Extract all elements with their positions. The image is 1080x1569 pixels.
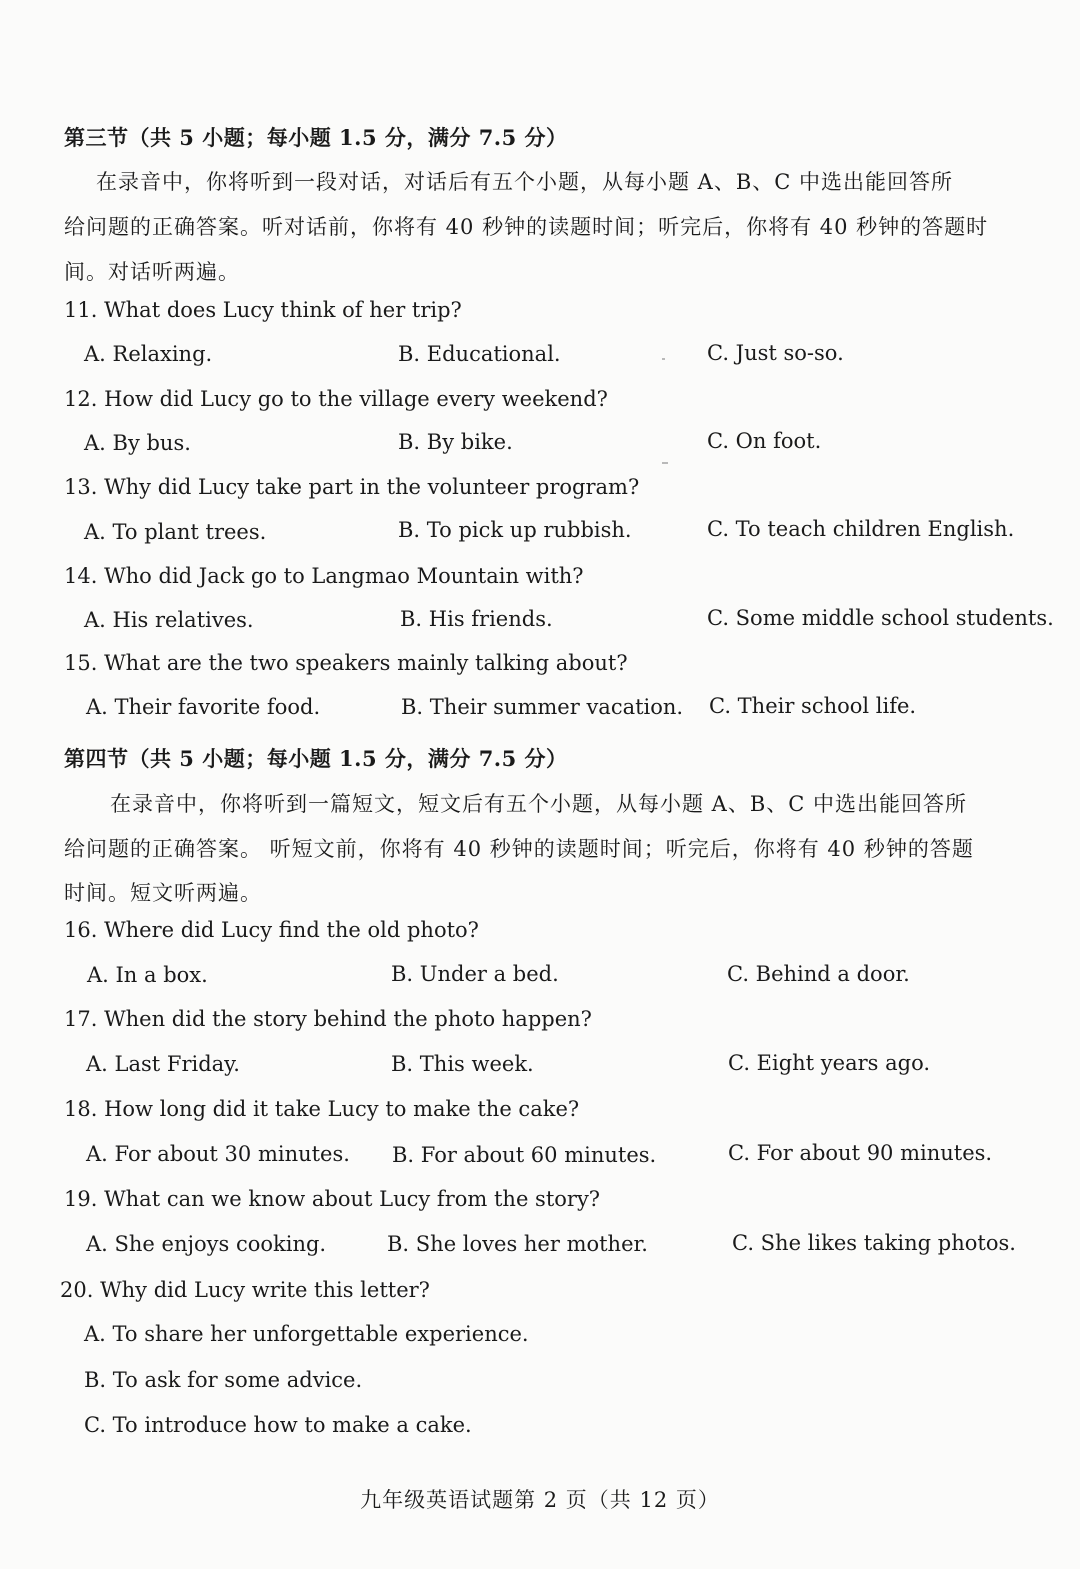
- question-16-option-a: A. In a box.: [87, 963, 208, 987]
- scan-speck: [662, 358, 665, 360]
- question-12-option-a: A. By bus.: [84, 431, 191, 455]
- section-4-title: 第四节（共 5 小题；每小题 1.5 分，满分 7.5 分）: [64, 746, 568, 771]
- section-3-title: 第三节（共 5 小题；每小题 1.5 分，满分 7.5 分）: [64, 125, 568, 150]
- question-14: 14. Who did Jack go to Langmao Mountain with?: [64, 564, 584, 588]
- question-15: 15. What are the two speakers mainly talking about?: [64, 651, 628, 675]
- question-20-option-c: C. To introduce how to make a cake.: [84, 1413, 472, 1437]
- question-16-option-b: B. Under a bed.: [391, 962, 559, 986]
- question-14-option-b: B. His friends.: [400, 607, 553, 631]
- question-19-option-a: A. She enjoys cooking.: [86, 1232, 327, 1256]
- page-footer: 九年级英语试题第 2 页（共 12 页）: [360, 1488, 720, 1512]
- question-13-option-b: B. To pick up rubbish.: [398, 518, 632, 542]
- question-19: 19. What can we know about Lucy from the story?: [64, 1187, 601, 1211]
- question-12-option-b: B. By bike.: [398, 430, 513, 454]
- question-19-option-b: B. She loves her mother.: [387, 1232, 648, 1256]
- section-3-instruction-line-2: 给问题的正确答案。听对话前，你将有 40 秒钟的读题时间；听完后，你将有 40 秒钟的答题时: [64, 215, 989, 239]
- question-18-option-b: B. For about 60 minutes.: [392, 1143, 657, 1167]
- section-4-instruction-line-3: 时间。短文听两遍。: [64, 881, 262, 905]
- question-11-option-c: C. Just so-so.: [707, 341, 844, 365]
- question-13-option-c: C. To teach children English.: [707, 517, 1015, 541]
- question-20: 20. Why did Lucy write this letter?: [60, 1278, 430, 1302]
- question-11: 11. What does Lucy think of her trip?: [64, 298, 462, 322]
- question-19-option-c: C. She likes taking photos.: [732, 1231, 1016, 1255]
- question-20-option-b: B. To ask for some advice.: [84, 1368, 363, 1392]
- question-17-option-b: B. This week.: [391, 1052, 534, 1076]
- question-17-option-c: C. Eight years ago.: [728, 1051, 931, 1075]
- question-18-option-a: A. For about 30 minutes.: [86, 1142, 350, 1166]
- question-12: 12. How did Lucy go to the village every weekend?: [64, 387, 608, 411]
- section-3-instruction-line-3: 间。对话听两遍。: [64, 260, 240, 284]
- section-4-instruction-line-2: 给问题的正确答案。 听短文前，你将有 40 秒钟的读题时间；听完后，你将有 40 秒钟的答题: [64, 837, 974, 861]
- question-17-option-a: A. Last Friday.: [86, 1052, 240, 1076]
- question-18-option-c: C. For about 90 minutes.: [728, 1141, 993, 1165]
- question-12-option-c: C. On foot.: [707, 429, 822, 453]
- question-15-option-b: B. Their summer vacation.: [401, 695, 684, 719]
- question-15-option-a: A. Their favorite food.: [86, 695, 321, 719]
- question-11-option-a: A. Relaxing.: [84, 342, 213, 366]
- question-11-option-b: B. Educational.: [398, 342, 561, 366]
- question-13-option-a: A. To plant trees.: [84, 520, 267, 544]
- question-15-option-c: C. Their school life.: [709, 694, 917, 718]
- section-4-instruction-line-1: 在录音中，你将听到一篇短文，短文后有五个小题，从每小题 A、B、C 中选出能回答所: [110, 792, 968, 816]
- question-16-option-c: C. Behind a door.: [727, 962, 910, 986]
- question-18: 18. How long did it take Lucy to make the cake?: [64, 1097, 580, 1121]
- question-14-option-a: A. His relatives.: [84, 608, 254, 632]
- question-13: 13. Why did Lucy take part in the volunteer program?: [64, 475, 640, 499]
- section-3-instruction-line-1: 在录音中，你将听到一段对话，对话后有五个小题，从每小题 A、B、C 中选出能回答所: [96, 170, 954, 194]
- question-14-option-c: C. Some middle school students.: [707, 606, 1054, 630]
- question-17: 17. When did the story behind the photo happen?: [64, 1007, 592, 1031]
- question-16: 16. Where did Lucy find the old photo?: [64, 918, 479, 942]
- scan-speck: [662, 462, 668, 464]
- question-20-option-a: A. To share her unforgettable experience.: [84, 1322, 529, 1346]
